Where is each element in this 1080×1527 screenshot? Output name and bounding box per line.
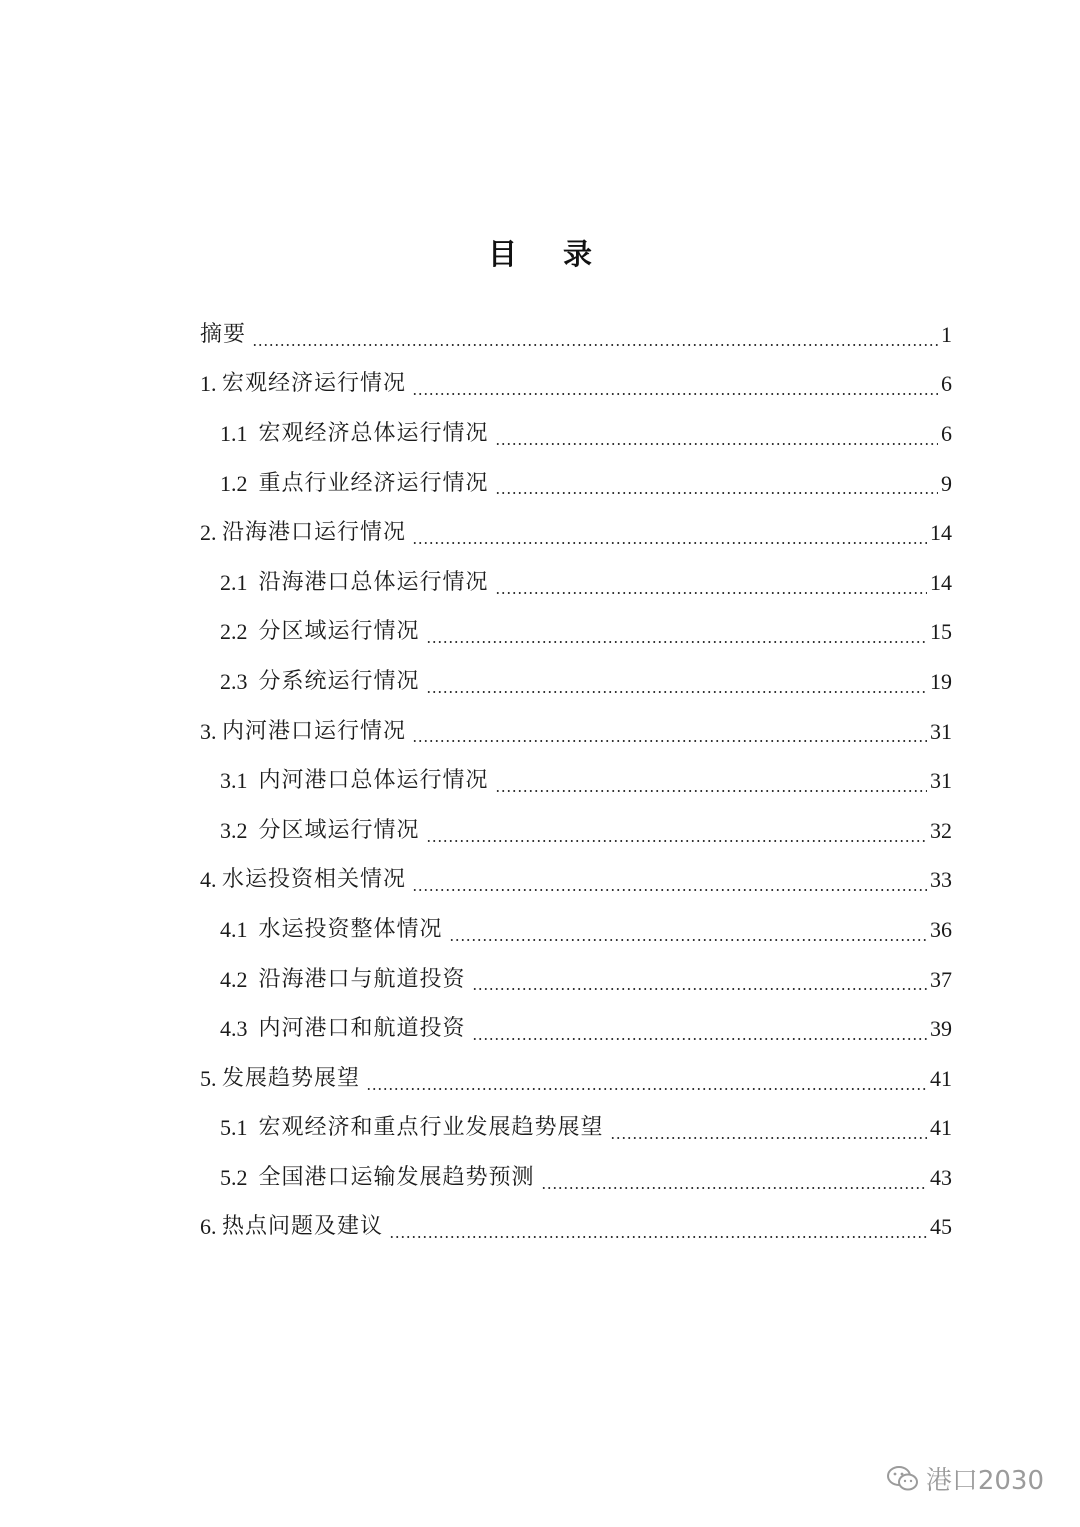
toc-entry[interactable] [200, 1153, 952, 1203]
toc-entry-page: 31 [930, 718, 952, 744]
toc-entry-label: 分区域运行情况 [258, 619, 420, 645]
toc-entry[interactable] [200, 905, 952, 955]
toc-entry-page: 41 [930, 1115, 952, 1141]
toc-entry-number: 3. [200, 718, 222, 744]
toc-entry[interactable] [200, 1203, 952, 1253]
toc-entry-label: 宏观经济总体运行情况 [258, 420, 489, 446]
toc-entry-number: 5. [200, 1065, 222, 1091]
dot-leader [412, 889, 927, 891]
toc-entry-page: 14 [930, 520, 952, 546]
toc-entry-page: 45 [930, 1214, 952, 1240]
toc-entry[interactable] [200, 1054, 952, 1104]
toc-entry-label: 沿海港口总体运行情况 [258, 569, 489, 595]
toc-entry-page: 6 [941, 420, 952, 446]
toc-entry-number: 2. [200, 520, 222, 546]
dot-leader [426, 691, 927, 693]
dot-leader [412, 740, 927, 742]
toc-entry-label: 全国港口运输发展趋势预测 [258, 1164, 535, 1190]
dot-leader [472, 1038, 927, 1040]
toc-entry-number: 4.2 [220, 966, 259, 992]
toc-entry-page: 19 [930, 668, 952, 694]
toc-entry-page: 31 [930, 768, 952, 794]
toc-entry-number: 1. [200, 371, 222, 397]
page-title: 目 录 [487, 237, 611, 271]
toc-entry[interactable] [200, 707, 952, 757]
dot-leader [472, 988, 927, 990]
toc-entry-label: 分区域运行情况 [258, 817, 420, 843]
toc-entry-label: 分系统运行情况 [258, 668, 420, 694]
toc-entry-number: 4.3 [220, 1016, 259, 1042]
toc-entry-page: 33 [930, 867, 952, 893]
watermark [886, 1460, 1044, 1497]
toc-entry-page: 15 [930, 619, 952, 645]
dot-leader [366, 1088, 927, 1090]
toc-entry[interactable] [200, 1004, 952, 1054]
toc-entry[interactable] [200, 459, 952, 509]
dot-leader [495, 592, 927, 594]
toc-entry[interactable] [200, 856, 952, 906]
toc-entry-label: 内河港口和航道投资 [258, 1016, 466, 1042]
toc-entry-number: 1.1 [220, 420, 259, 446]
toc-entry-number: 4.1 [220, 916, 259, 942]
dot-leader [495, 790, 927, 792]
dot-leader [449, 939, 927, 941]
toc-entry-number: 5.2 [220, 1164, 259, 1190]
toc-entry-page: 6 [941, 371, 952, 397]
dot-leader [412, 542, 927, 544]
toc-entry-number: 3.1 [220, 768, 259, 794]
dot-leader [495, 492, 938, 494]
dot-leader [426, 840, 927, 842]
toc-entry-page: 32 [930, 817, 952, 843]
toc-entry-page: 41 [930, 1065, 952, 1091]
toc-entry[interactable] [200, 756, 952, 806]
toc-entry-number: 3.2 [220, 817, 259, 843]
toc-entry[interactable] [200, 558, 952, 608]
dot-leader [252, 344, 938, 346]
dot-leader [541, 1187, 927, 1189]
toc-entry-page: 14 [930, 569, 952, 595]
toc-entry[interactable] [200, 657, 952, 707]
wechat-icon [886, 1465, 920, 1493]
toc-entry-label: 沿海港口与航道投资 [258, 966, 466, 992]
toc-entry-page: 43 [930, 1164, 952, 1190]
toc-entry-label: 沿海港口运行情况 [222, 520, 407, 546]
toc-entry-label: 内河港口运行情况 [222, 718, 407, 744]
watermark-text: 港口2030 [925, 1466, 1044, 1496]
dot-leader [389, 1236, 927, 1238]
dot-leader [426, 641, 927, 643]
toc-entry-label: 水运投资整体情况 [258, 916, 443, 942]
dot-leader [495, 443, 938, 445]
toc-entry[interactable] [200, 806, 952, 856]
toc-entry[interactable] [200, 1104, 952, 1154]
toc-entry-page: 1 [941, 321, 952, 347]
toc-entry-number: 5.1 [220, 1115, 259, 1141]
toc-entry-label: 宏观经济和重点行业发展趋势展望 [258, 1115, 604, 1141]
toc-entry-number: 2.2 [220, 619, 259, 645]
toc-entry-page: 9 [941, 470, 952, 496]
toc-entry[interactable] [200, 409, 952, 459]
dot-leader [610, 1137, 927, 1139]
toc-entry-page: 36 [930, 916, 952, 942]
toc-entry-label: 摘要 [200, 321, 247, 347]
toc-entry[interactable] [200, 310, 952, 360]
toc-entry-label: 水运投资相关情况 [222, 867, 407, 893]
toc-entry-number: 1.2 [220, 470, 259, 496]
dot-leader [412, 393, 938, 395]
toc-entry-page: 39 [930, 1016, 952, 1042]
toc-entry-label: 发展趋势展望 [222, 1065, 361, 1091]
toc-entry-page: 37 [930, 966, 952, 992]
toc-entry[interactable] [200, 360, 952, 410]
toc-entry-label: 重点行业经济运行情况 [258, 470, 489, 496]
toc-entry-number: 4. [200, 867, 222, 893]
toc-entry-label: 内河港口总体运行情况 [258, 768, 489, 794]
toc-entry[interactable] [200, 608, 952, 658]
toc-entry-number: 2.3 [220, 668, 259, 694]
toc-entry[interactable] [200, 955, 952, 1005]
table-of-contents [200, 310, 952, 1252]
toc-entry-label: 热点问题及建议 [222, 1214, 384, 1240]
toc-entry-label: 宏观经济运行情况 [222, 371, 407, 397]
toc-entry[interactable] [200, 508, 952, 558]
toc-entry-number: 2.1 [220, 569, 259, 595]
toc-entry-number: 6. [200, 1214, 222, 1240]
